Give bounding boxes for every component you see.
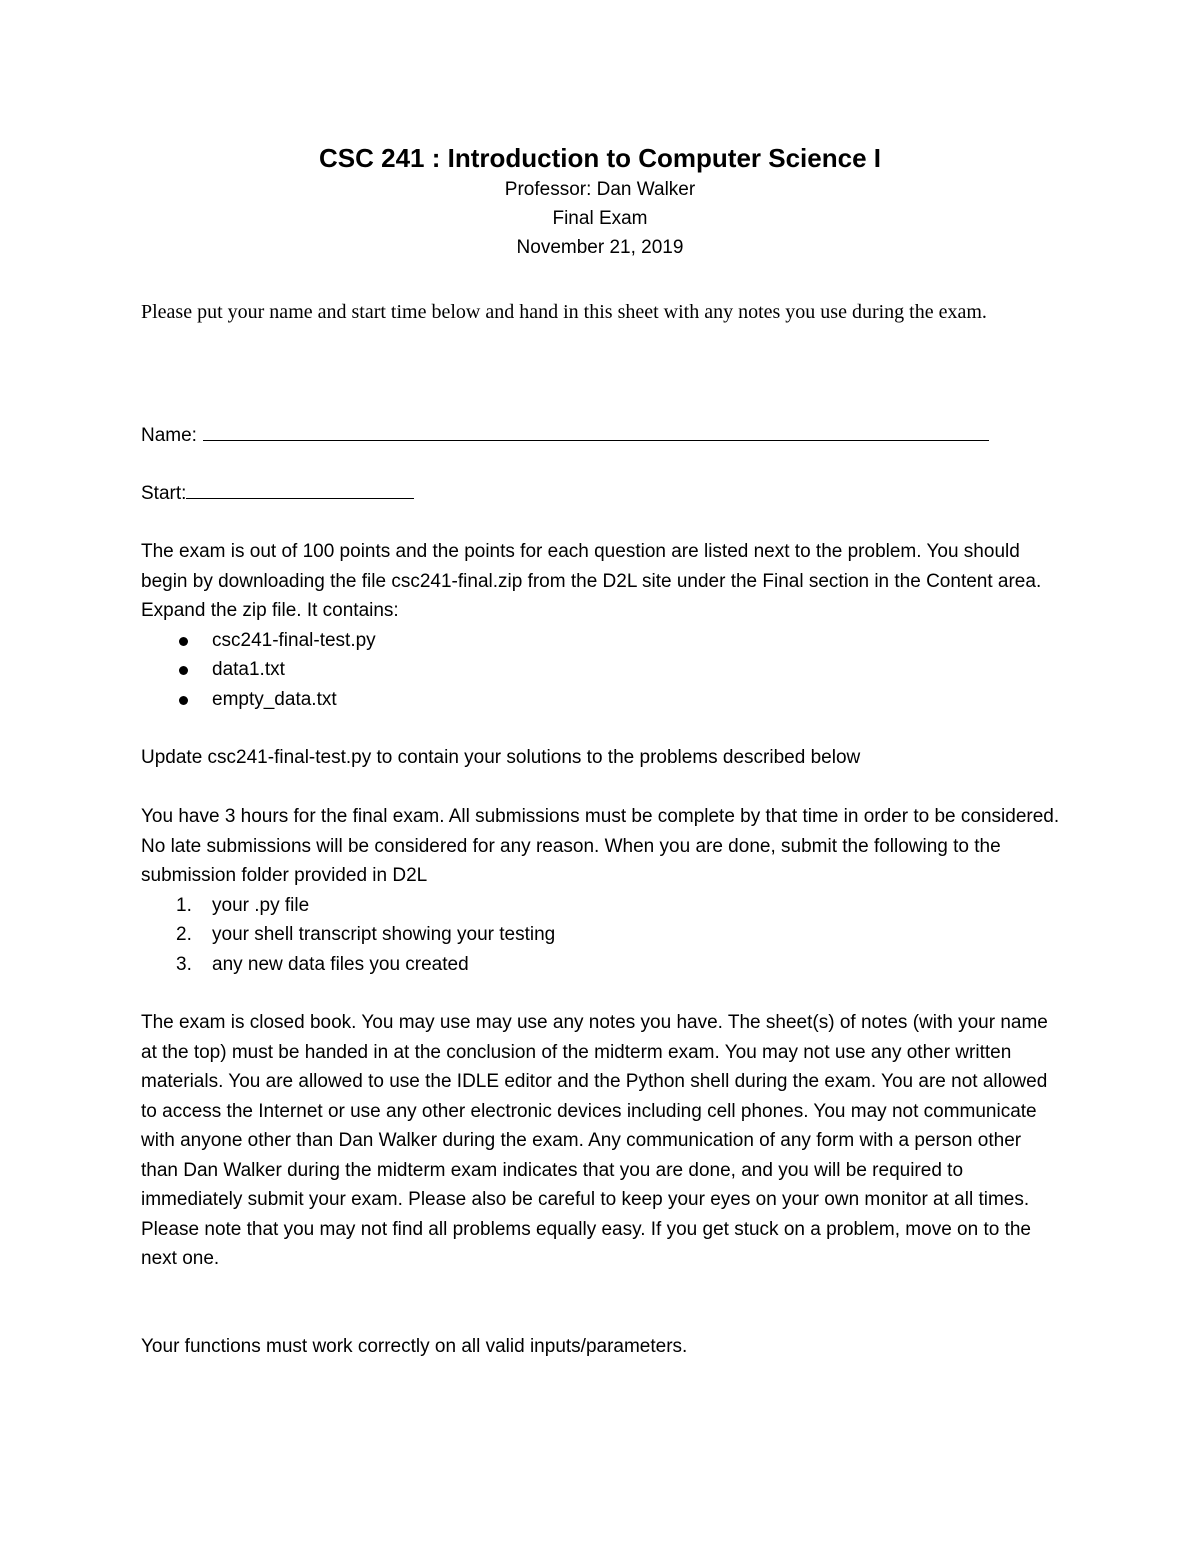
list-item [141, 626, 1061, 656]
list-item [141, 655, 1061, 685]
exam-type: Final Exam [552, 208, 648, 229]
bullet-icon [179, 637, 188, 646]
item-text: any new data files you created [212, 953, 469, 975]
item-text: your .py file [212, 894, 310, 916]
file-name: empty_data.txt [212, 688, 337, 710]
item-text: your shell transcript showing your testing [212, 924, 556, 945]
start-blank-line [186, 480, 414, 499]
list-item [141, 950, 1061, 980]
closing-note: Your functions must work correctly on all valid inputs/parameters. [141, 1336, 688, 1357]
list-item [141, 891, 1061, 921]
professor-line: Professor: Dan Walker [504, 179, 696, 200]
rules-note: Please note that you may not find all problems equally easy. If you get stuck on a problem, move on to the next one. [141, 1218, 1031, 1269]
list-item [141, 685, 1061, 715]
exam-info-text: The exam is out of 100 points and the points for each question are listed next to the problem. You should begin by downloading the file csc241-final.zip from the D2L site under the Final section in the Content area. Expand the zip file. It contains: [141, 541, 1042, 621]
start-label: Start: [141, 483, 187, 504]
name-blank-line [203, 422, 989, 441]
file-name: csc241-final-test.py [212, 629, 376, 651]
rules-text: The exam is closed book. You may use may use any notes you have. The sheet(s) of notes (with your name at the top) must be handed in at the conclusion of the midterm exam. You may not use any other written materials. You are allowed to use the IDLE editor and the Python shell during the exam. You are not allowed to access the Internet or use any other electronic devices including cell phones. You may not communicate with anyone other than Dan Walker during the exam. Any communication of any form with a person other than Dan Walker during the midterm exam indicates that you are done, and you will be required to immediately submit your exam. Please also be careful to keep your eyes on your own monitor at all times. [141, 1012, 1048, 1210]
start-field [141, 479, 414, 508]
update-note: Update csc241-final-test.py to contain your solutions to the problems described below [141, 747, 861, 768]
list-item [141, 920, 1061, 950]
submission-text: You have 3 hours for the final exam. All submissions must be complete by that time in order to be considered. No late submissions will be considered for any reason. When you are done, submit the following to the submission folder provided in D2L [141, 806, 1060, 886]
submission-list [141, 891, 1061, 980]
item-number: 1. [176, 894, 192, 916]
intro-instructions: Please put your name and start time below and hand in this sheet with any notes you use during the exam. [141, 301, 987, 323]
file-list [141, 626, 1061, 715]
name-label: Name: [141, 425, 197, 446]
exam-info-section [141, 537, 1061, 714]
exam-date: November 21, 2019 [516, 237, 684, 258]
file-name: data1.txt [212, 659, 285, 680]
item-number: 2. [176, 924, 192, 945]
item-number: 3. [176, 953, 192, 975]
submission-section [141, 802, 1061, 979]
bullet-icon [179, 666, 188, 675]
name-field [141, 421, 989, 450]
course-title: CSC 241 : Introduction to Computer Science I [319, 143, 881, 173]
rules-section [141, 1008, 1061, 1274]
bullet-icon [179, 696, 188, 705]
exam-header [0, 141, 1200, 262]
